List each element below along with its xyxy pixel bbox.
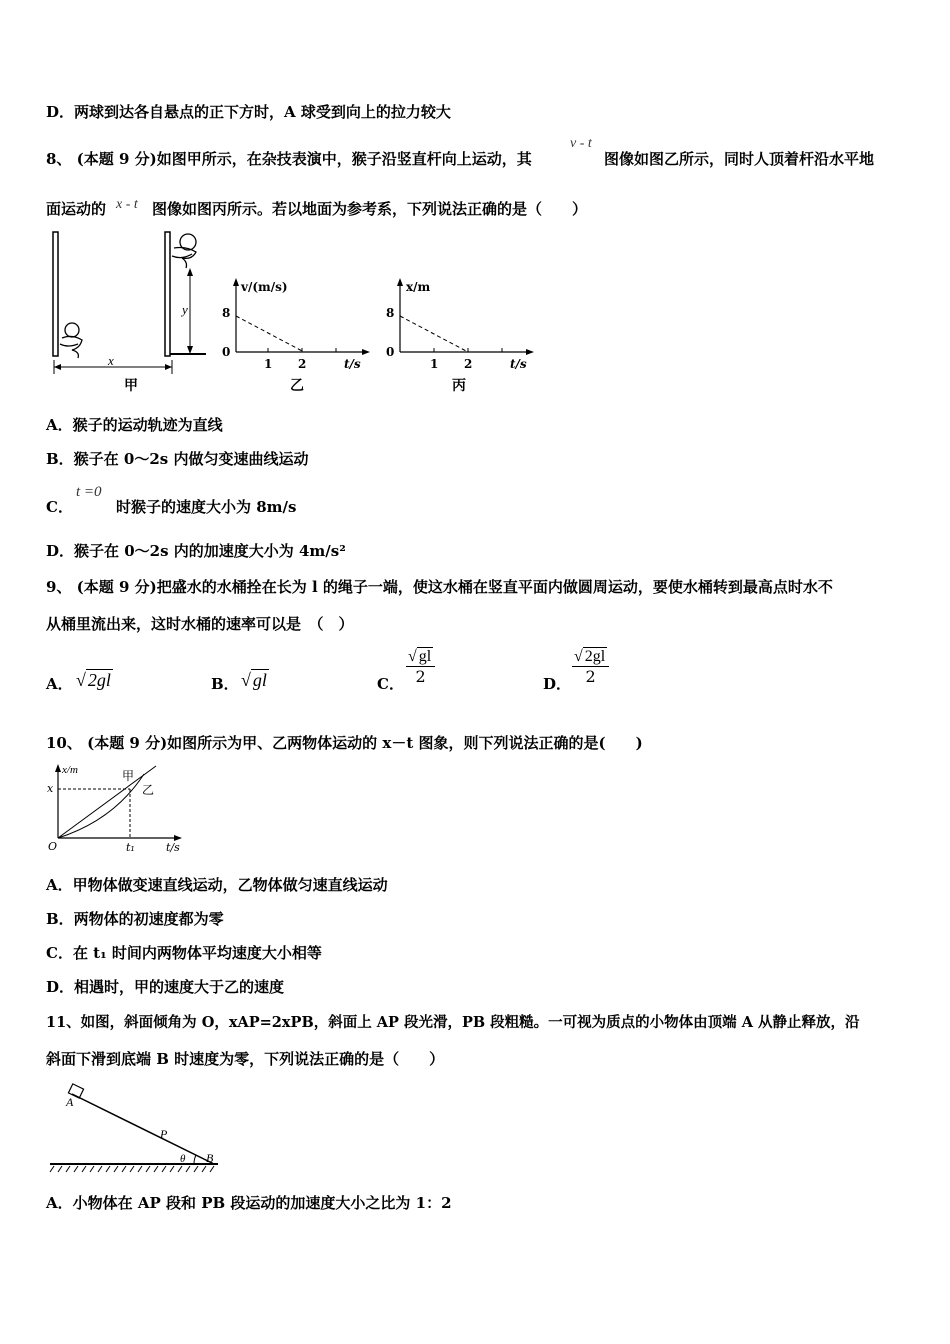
- q11-incline: [72, 1094, 214, 1164]
- q8-bing-xlabel: t/s: [510, 357, 527, 371]
- q11-stem-line2: 斜面下滑到底端 B 时速度为零，下列说法正确的是（ ）: [46, 1050, 445, 1068]
- q11-label-p: P: [160, 1127, 168, 1141]
- q8-option-b: B．猴子在 0～2s 内做匀变速曲线运动: [46, 450, 309, 468]
- q11-label-b: B: [206, 1151, 214, 1165]
- monkey-bottom-icon: [60, 323, 82, 358]
- q8-yi-ylabel: v/(m/s): [241, 280, 288, 294]
- q8-option-c-label: C．: [46, 498, 73, 516]
- q8-bing-caption: 丙: [452, 378, 466, 394]
- q8-option-c-math: t =0: [76, 484, 102, 500]
- q8-stem-line1a: 8、 (本题 9 分)如图甲所示，在杂技表演中，猴子沿竖直杆向上运动，其: [46, 150, 532, 168]
- q7-option-d: D．两球到达各自悬点的正下方时，A 球受到向上的拉力较大: [46, 103, 451, 121]
- q8-jia-caption: 甲: [124, 378, 138, 394]
- q9-option-d-math: $\frac{√ 2gl}{2}$: [572, 648, 609, 686]
- q11-label-a: A: [66, 1095, 74, 1109]
- q9-option-c-label: C．: [377, 675, 404, 693]
- q8-figure-bing: [382, 272, 542, 396]
- q8-yi-ytick: 8: [222, 306, 231, 320]
- q8-vt-math: v - t: [570, 136, 592, 151]
- q11-figure: [46, 1082, 226, 1178]
- q10-jia-line: [58, 766, 156, 838]
- q8-yi-xtick-1: 1: [264, 357, 273, 371]
- q9-stem-line2: 从桶里流出来，这时水桶的速率可以是 （ ）: [46, 615, 354, 633]
- q10-ylabel: x/m: [62, 764, 78, 776]
- q9-option-a-label: A．: [46, 675, 73, 693]
- q8-bing-ytick: 8: [386, 306, 395, 320]
- q10-option-c: C．在 t₁ 时间内两物体平均速度大小相等: [46, 944, 322, 962]
- q8-bing-xtick-1: 1: [430, 357, 439, 371]
- q10-jia-label: 甲: [122, 769, 135, 783]
- q9-option-d-label: D．: [543, 675, 572, 693]
- q8-jia-y-label: y: [182, 302, 188, 317]
- q8-stem-line2b: 图像如图丙所示。若以地面为参考系，下列说法正确的是（ ）: [152, 200, 588, 218]
- q8-stem-line1b: 图像如图乙所示，同时人顶着杆沿水平地: [604, 150, 875, 168]
- q8-figure-jia: [44, 226, 224, 396]
- q8-bing-ylabel: x/m: [406, 280, 431, 294]
- q8-bing-series-line: [400, 316, 468, 352]
- q11-stem-line1: 11、如图，斜面倾角为 O，xAP=2xPB，斜面上 AP 段光滑，PB 段粗糙。一可视为质点的小物体由顶端 A 从静止释放，沿: [46, 1014, 860, 1031]
- q8-option-c-text: 时猴子的速度大小为 8m/s: [116, 498, 297, 516]
- q10-origin: O: [48, 840, 58, 853]
- q9-option-c-math: $\frac{√ gl}{2}$: [406, 648, 435, 686]
- q8-bing-xtick-2: 2: [464, 357, 473, 371]
- q8-option-d: D．猴子在 0～2s 内的加速度大小为 4m/s²: [46, 542, 346, 560]
- q11-option-a: A．小物体在 AP 段和 PB 段运动的加速度大小之比为 1：2: [46, 1194, 452, 1212]
- q10-option-d: D．相遇时，甲的速度大于乙的速度: [46, 978, 285, 996]
- q10-x-mark: x: [47, 782, 54, 795]
- q8-xt-math: x - t: [116, 197, 138, 212]
- q8-option-a: A．猴子的运动轨迹为直线: [46, 416, 223, 434]
- q10-yi-label: 乙: [142, 783, 155, 797]
- q8-jia-x-label: x: [108, 353, 114, 368]
- q8-stem-line2a: 面运动的: [46, 200, 107, 218]
- q10-stem: 10、 (本题 9 分)如图所示为甲、乙两物体运动的 x－t 图象，则下列说法正确的是( ): [46, 734, 643, 752]
- q8-yi-caption: 乙: [290, 378, 304, 394]
- q10-figure: [44, 760, 194, 858]
- q10-option-a: A．甲物体做变速直线运动，乙物体做匀速直线运动: [46, 876, 388, 894]
- q8-yi-xtick-2: 2: [298, 357, 307, 371]
- q8-yi-origin: 0: [222, 345, 231, 359]
- q8-yi-xlabel: t/s: [344, 357, 361, 371]
- monkey-top-icon: [172, 234, 196, 268]
- q10-option-b: B．两物体的初速度都为零: [46, 910, 224, 928]
- q8-figure-yi: [216, 272, 376, 396]
- q8-yi-series-line: [236, 316, 304, 352]
- q9-option-a-math: √ 2gl: [76, 670, 111, 690]
- q10-xlabel: t/s: [166, 841, 180, 854]
- q9-option-b-math: √ gl: [241, 670, 267, 690]
- q11-label-theta: θ: [180, 1153, 186, 1165]
- q9-stem-line1: 9、 (本题 9 分)把盛水的水桶拴在长为 l 的绳子一端，使这水桶在竖直平面内做圆周运动，要使水桶转到最高点时水不: [46, 578, 833, 596]
- q8-bing-origin: 0: [386, 345, 395, 359]
- q9-option-b-label: B．: [211, 675, 239, 693]
- q10-t-mark: t₁: [126, 841, 135, 854]
